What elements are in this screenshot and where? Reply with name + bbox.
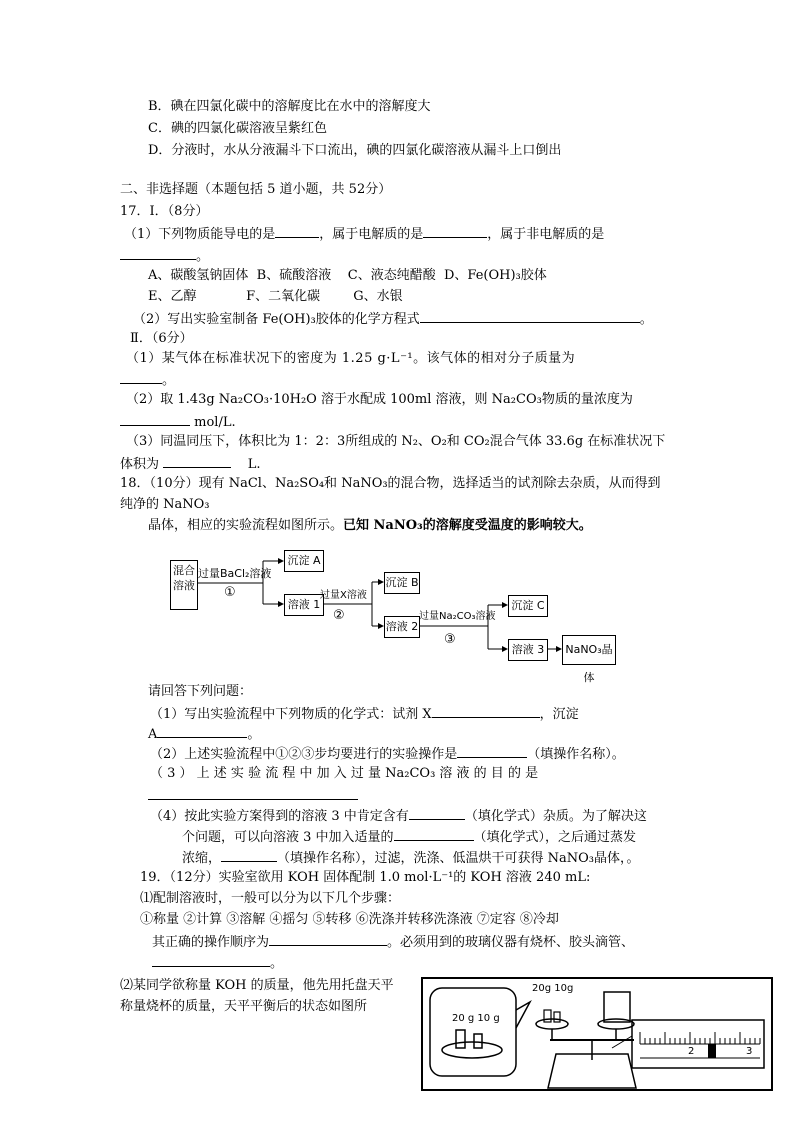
solution-2-box: 溶液 2 [384,616,420,638]
q18-head2: 纯净的 NaNO₃ [120,497,210,512]
weight-label: 20g 10g [532,983,574,994]
scale-mark-2: 2 [688,1046,695,1057]
q18-a1: （1）写出实验流程中下列物质的化学式：试剂 X ，沉淀 [150,704,579,724]
section-title: 二、非选择题（本题包括 5 道小题，共 52分） [120,182,392,197]
q18-a4-cont2: 浓缩， （填操作名称），过滤，洗涤、低温烘干可获得 NaNO₃晶体，。 [182,848,640,868]
q17-ii2: （2）取 1.43g Na₂CO₃·10H₂O 溶于水配成 100ml 溶液，则 Na₂CO₃物质的量浓度为 [126,392,633,407]
q18-head3: 晶体，相应的实验流程如图所示。已知 NaNO₃的溶解度受温度的影响较大。 [148,518,592,533]
scale-mark-3: 3 [746,1046,753,1057]
solution-3-box: 溶液 3 [508,639,548,661]
q18-a4-cont: 个问题，可以向溶液 3 中加入适量的 （填化学式），之后通过蒸发 [182,827,636,847]
option-d: D．分液时，水从分液漏斗下口流出，碘的四氯化碳溶液从漏斗上口倒出 [148,143,562,158]
option-c: C．碘的四氯化碳溶液呈紫红色 [148,121,327,136]
solution-1-box: 溶液 1 [284,594,324,616]
q18-head: 18．（10分）现有 NaCl、Na₂SO₄和 NaNO₃的混合物，选择适当的试剂除去杂质，从而得到 [120,476,661,491]
q17-options-2: E、乙醇 F、二氧化碳 G、水银 [148,289,403,304]
q17-options-1: A、碳酸氢钠固体 B、硫酸溶液 C、液态纯醋酸 D、Fe(OH)₃胶体 [148,268,547,283]
step-1-label: ① [224,585,236,600]
precipitate-b-box: 沉淀 B [384,572,420,594]
q17-head: 17．Ⅰ．（8分） [120,204,209,219]
product-box: NaNO₃晶体 [562,635,616,665]
q18-a1-cont: A 。 [148,724,260,744]
q19-head: 19．（12分）实验室欲用 KOH 固体配制 1.0 mol·L⁻¹的 KOH 溶液 240 mL: [140,870,591,885]
reagent-1-label: 过量BaCl₂溶液 [198,567,272,580]
q17-ii3-cont: 体积为 L. [120,454,260,474]
q17-ii1: （1）某气体在标准状况下的密度为 1.25 g·L⁻¹。该气体的相对分子质量为 [126,351,576,366]
q19-p2b: 称量烧杯的质量，天平平衡后的状态如图所 [120,999,368,1014]
q17-ii2-cont: mol/L. [120,412,236,432]
q19-p1: ⑴配制溶液时，一般可以分为以下几个步骤： [140,891,401,906]
q17-p2: （2）写出实验室制备 Fe(OH)₃胶体的化学方程式 。 [133,309,653,329]
zoom-weight-label: 20 g 10 g [452,1013,500,1024]
step-2-label: ② [333,608,345,623]
option-b: B．碘在四氯化碳中的溶解度比在水中的溶解度大 [148,99,431,114]
q19-order: 其正确的操作顺序为 。必须用到的玻璃仪器有烧杯、胶头滴管、 [152,932,634,952]
mixture-box: 混合溶液 [170,560,198,610]
q18-a4: （4）按此实验方案得到的溶液 3 中肯定含有 （填化学式）杂质。为了解决这 [150,806,647,826]
q18-a2: （2）上述实验流程中①②③步均要进行的实验操作是 （填操作名称）。 [150,744,625,764]
precipitate-a-box: 沉淀 A [284,550,324,572]
reagent-2-label: 过量X溶液 [320,590,367,601]
reagent-3-label: 过量Na₂CO₃溶液 [419,611,496,622]
q17-p1-cont: 。 [120,246,209,266]
q18-ask: 请回答下列问题： [148,684,253,699]
q19-p2a: ⑵某同学欲称量 KOH 的质量，他先用托盘天平 [120,978,394,993]
q17-head2: Ⅱ．（6分） [130,331,193,346]
q17-ii3: （3）同温同压下，体积比为 1：2：3所组成的 N₂、O₂和 CO₂混合气体 33.6g 在标准状况下 [126,434,666,449]
q17-p1: （1）下列物质能导电的是 ，属于电解质的是 ，属于非电解质的是 [124,224,604,244]
q17-ii1-cont: 。 [120,370,175,390]
q19-order-cont: 。 [152,953,283,973]
q19-steps: ①称量 ②计算 ③溶解 ④摇匀 ⑤转移 ⑥洗涤并转移洗涤液 ⑦定容 ⑧冷却 [140,912,559,927]
precipitate-c-box: 沉淀 C [508,595,548,617]
q18-a3: （ 3 ） 上 述 实 验 流 程 中 加 入 过 量 Na₂CO₃ 溶 液 的 目 的 是 [150,766,539,781]
step-3-label: ③ [444,632,456,647]
